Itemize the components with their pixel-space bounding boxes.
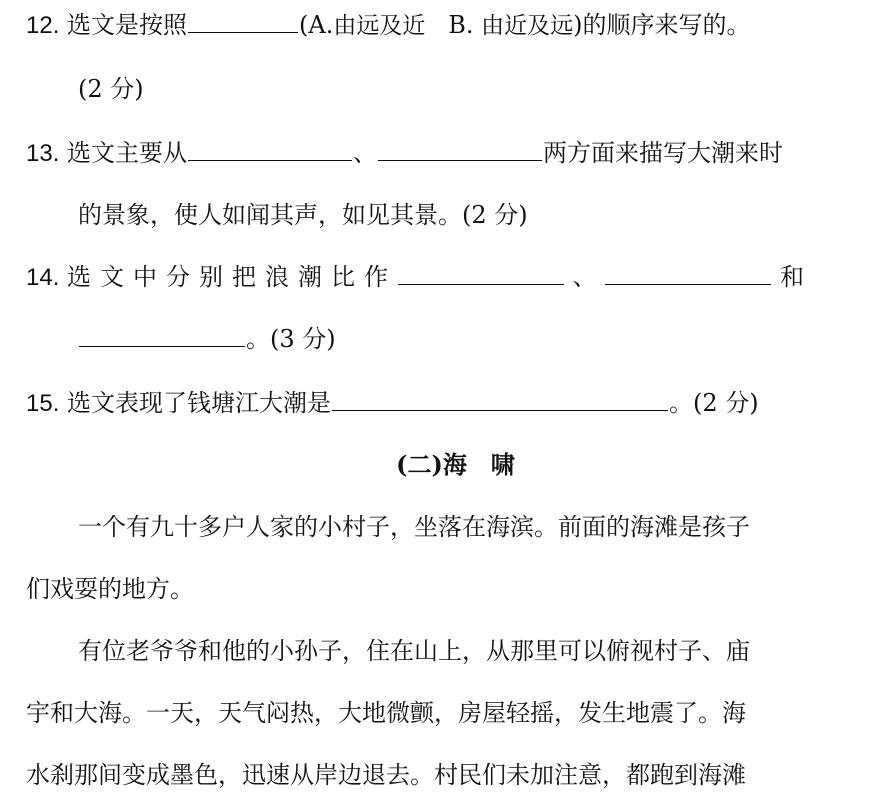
answer-blank[interactable]	[605, 262, 771, 285]
question-15-line	[26, 388, 759, 419]
question-14-and: 和	[779, 263, 804, 291]
question-14-text: 选文中分别把浪潮比作	[67, 263, 398, 291]
question-13-line	[26, 138, 783, 169]
question-15-number: 15.	[26, 390, 60, 417]
section-title: (二)海 啸	[396, 450, 515, 479]
question-13-separator: 、	[353, 139, 378, 167]
question-14-number: 14.	[26, 264, 60, 291]
answer-blank[interactable]	[188, 138, 352, 161]
passage-paragraph-2-line-3: 水刹那间变成墨色，迅速从岸边退去。村民们未加注意，都跑到海滩	[26, 761, 746, 789]
answer-blank[interactable]	[332, 388, 668, 411]
question-15-text: 选文表现了钱塘江大潮是	[67, 389, 332, 417]
question-12-tail: )的顺序来写的。	[573, 11, 751, 39]
passage-paragraph-2-line-1: 有位老爷爷和他的小孙子，住在山上，从那里可以俯视村子、庙	[78, 637, 750, 665]
question-14-continuation	[78, 324, 336, 354]
question-12-paren-open: (A.	[299, 11, 334, 39]
question-12-score: (2 分)	[78, 75, 144, 103]
question-13-text-b: 两方面来描写大潮来时	[543, 139, 784, 167]
option-b-label: B.	[448, 11, 474, 39]
passage-paragraph-1-line-1: 一个有九十多户人家的小村子，坐落在海滨。前面的海滩是孩子	[78, 513, 750, 541]
question-15-score: 。(2 分)	[669, 389, 759, 417]
question-14-score: 。(3 分)	[246, 325, 336, 353]
passage-paragraph-1-line-2: 们戏耍的地方。	[26, 575, 194, 603]
answer-blank[interactable]	[398, 262, 564, 285]
question-12-number: 12.	[26, 12, 60, 39]
answer-blank[interactable]	[188, 10, 298, 33]
question-12-text: 选文是按照	[67, 11, 188, 39]
option-b-text: 由近及远	[481, 13, 574, 39]
option-a-text: 由远及近	[333, 13, 426, 39]
answer-blank[interactable]	[378, 138, 542, 161]
question-13-text: 选文主要从	[67, 139, 188, 167]
answer-blank[interactable]	[79, 324, 245, 347]
passage-paragraph-2-line-2: 宇和大海。一天，天气闷热，大地微颤，房屋轻摇，发生地震了。海	[26, 699, 746, 727]
question-14-line	[26, 262, 804, 293]
question-13-continuation: 的景象，使人如闻其声，如见其景。(2 分)	[78, 201, 528, 229]
question-14-separator: 、	[572, 263, 597, 291]
question-12-line	[26, 10, 751, 41]
question-13-number: 13.	[26, 140, 60, 167]
